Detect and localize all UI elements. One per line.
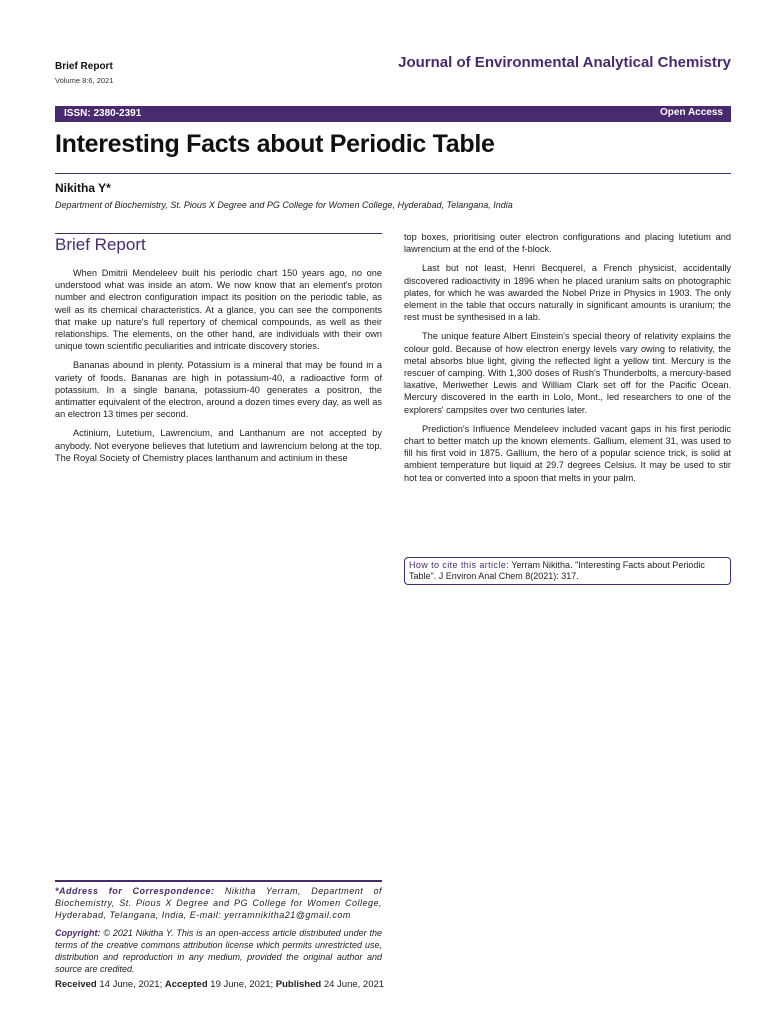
paragraph: Last but not least, Henri Becquerel, a French physicist, accidentally discovered radioactivity in 1896 when he placed uranium salts on photographic plates, for which he was awarded the Nobel Prize in Physics in 1903. The only element in the table that occurs naturally in significant amounts is uranium; the rest must be synthesised in a lab. <box>404 263 731 323</box>
title-divider <box>55 173 731 174</box>
citation-text: Yerram Nikitha. "Interesting Facts about Periodic Table". J Environ Anal Chem 8(2021): 317. <box>409 560 705 581</box>
accepted-label: Accepted <box>164 979 208 990</box>
footnote-divider <box>55 880 382 882</box>
volume-label: Volume 8:6, 2021 <box>55 76 114 85</box>
paragraph: Bananas abound in plenty. Potassium is a mineral that may be found in a variety of foods. Bananas are high in potassium-40, a radioactive form of potassium. In a single banana, potassium-40 generates a positron, the antimatter equivalent of the electron, around a dozen times every day, as well as an electron 13 times per second. <box>55 360 382 420</box>
paragraph: Prediction's Influence Mendeleev included vacant gaps in his first periodic chart to better match up the known elements. Gallium, element 31, was used to fill his first void in 1875. Gallium, the hero of a popular science trick, is solid at ambient temperature but liquid at 29.7 degrees Celsius. It may be used to stir hot tea or converted into a spoon that melts in your palm. <box>404 423 731 483</box>
section-heading: Brief Report <box>55 235 146 254</box>
copyright-footnote <box>55 927 382 975</box>
correspondence-label: *Address for Correspondence: <box>55 886 215 896</box>
received-date: 14 June, 2021; <box>99 979 163 990</box>
citation-label: How to cite this article: <box>409 560 510 570</box>
article-type-label: Brief Report <box>55 61 113 72</box>
article-dates <box>55 979 384 990</box>
correspondence-footnote <box>55 885 382 921</box>
author-affiliation: Department of Biochemistry, St. Pious X Degree and PG College for Women College, Hyderabad, Telangana, India <box>55 200 513 210</box>
paragraph: The unique feature Albert Einstein's special theory of relativity explains the colour gold. Because of how electron energy levels vary owing to relativity, the metal absorbs blue light, giving the reflected light a yellow tint. Mercury is the rescuer of camping. With 1,300 doses of Rush's Thunderbolts, a mercury-based laxative, Meriwether Lewis and William Clark set off for the Pacific Ocean. Mercury discovered in the earth in Lolo, Mont., led researchers to one of the explorers' campsites over two centuries later. <box>404 331 731 415</box>
author-name: Nikitha Y* <box>55 181 111 195</box>
published-label: Published <box>275 979 322 990</box>
article-title: Interesting Facts about Periodic Table <box>55 130 495 158</box>
paragraph-continued: top boxes, prioritising outer electron configurations and placing lutetium and lawrencium at the end of the f-block. <box>404 232 731 255</box>
paragraph: Actinium, Lutetium, Lawrencium, and Lanthanum are not accepted by anybody. Not everyone believes that lutetium and lawrencium belong at the top. The Royal Society of Chemistry places lanthanum and actinium in these <box>55 428 382 463</box>
received-label: Received <box>55 979 97 990</box>
issn-bar <box>55 106 731 122</box>
correspondence-text: Nikitha Yerram, Department of Biochemistry, St. Pious X Degree and PG College for Women College, Hyderabad, Telangana, India, E-mail: yerramnikitha21@gmail.com <box>55 886 382 920</box>
open-access-label: Open Access <box>660 107 723 118</box>
paragraph: When Dmitrii Mendeleev built his periodic chart 150 years ago, no one understood what was inside an atom. We now know that an element's proton number and electron configuration impact its position on the periodic table, as well as its chemical characteristics. At a glance, you can see the components that make up nature's full repertory of chemical compounds, as well as their relationships. The elements, on the other hand, are individuals with their own unique town scientific peculiarities and intricate discovery stories. <box>55 268 382 352</box>
issn-label: ISSN: 2380-2391 <box>64 108 142 119</box>
section-divider <box>55 233 382 234</box>
accepted-date: 19 June, 2021; <box>210 979 274 990</box>
journal-title: Journal of Environmental Analytical Chemistry <box>398 54 731 71</box>
copyright-text: © 2021 Nikitha Y. This is an open-access article distributed under the terms of the creative commons attribution license which permits unrestricted use, distribution and reproduction in any medium, provided the original author and source are credited. <box>55 928 382 974</box>
left-column <box>55 267 382 471</box>
published-date: 24 June, 2021 <box>323 979 385 990</box>
citation-box <box>404 557 731 585</box>
right-column <box>404 231 731 491</box>
copyright-label: Copyright: <box>55 928 101 938</box>
